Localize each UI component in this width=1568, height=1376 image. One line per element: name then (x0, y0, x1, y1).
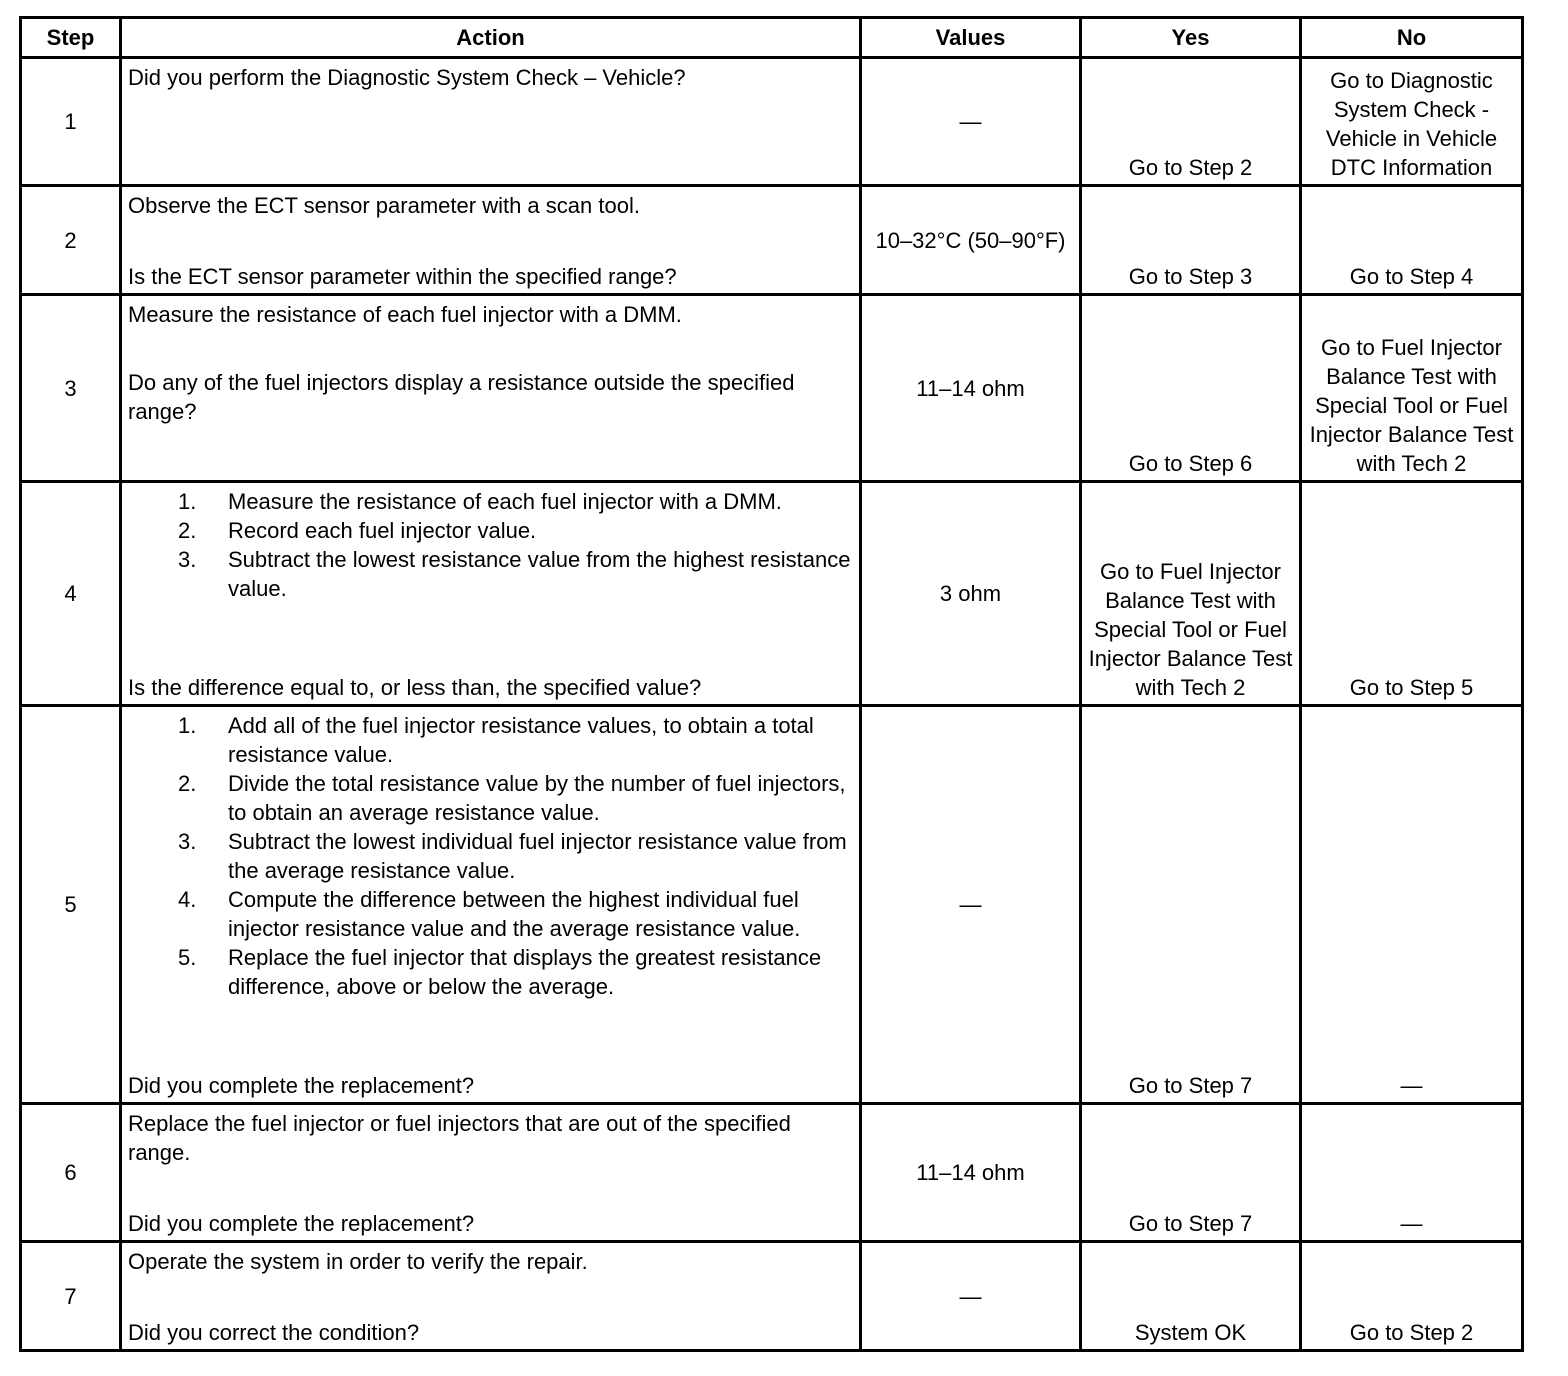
action-question: Is the difference equal to, or less than, the specified value? (128, 675, 702, 700)
header-action: Action (121, 18, 861, 58)
action-intro: Observe the ECT sensor parameter with a scan tool. (128, 193, 640, 218)
list-item: 2. Divide the total resistance value by the number of fuel injectors, to obtain an average resistance value. (178, 771, 846, 825)
table-row (21, 186, 1523, 295)
action-question: Did you complete the replacement? (128, 1211, 475, 1236)
table-row (21, 295, 1523, 482)
list-item: 5. Replace the fuel injector that displays the greatest resistance difference, above or below the average. (178, 945, 822, 999)
no-cell: — (1301, 706, 1523, 1104)
no-cell: Go to Step 2 (1301, 1242, 1523, 1351)
value-cell: 11–14 ohm (861, 295, 1081, 482)
list-item: 3. Subtract the lowest resistance value from the highest resistance value. (178, 547, 851, 601)
action-intro: Replace the fuel injector or fuel injectors that are out of the specified range. (128, 1111, 791, 1165)
action-cell (121, 706, 861, 1104)
action-intro: Did you perform the Diagnostic System Check – Vehicle? (128, 65, 686, 90)
no-cell: Go to Step 5 (1301, 482, 1523, 706)
step-number: 3 (21, 295, 121, 482)
table-row (21, 58, 1523, 186)
header-yes: Yes (1081, 18, 1301, 58)
step-number: 6 (21, 1104, 121, 1242)
value-cell: 11–14 ohm (861, 1104, 1081, 1242)
no-cell: Go to Step 4 (1301, 186, 1523, 295)
action-question: Did you correct the condition? (128, 1320, 420, 1345)
list-item: 3. Subtract the lowest individual fuel injector resistance value from the average resistance value. (178, 829, 847, 883)
step-number: 5 (21, 706, 121, 1104)
action-question: Do any of the fuel injectors display a resistance outside the specified range? (128, 370, 795, 424)
action-intro: Measure the resistance of each fuel injector with a DMM. (128, 302, 682, 327)
table-row (21, 1104, 1523, 1242)
action-cell (121, 58, 861, 186)
list-item: 4. Compute the difference between the highest individual fuel injector resistance value and the average resistance value. (178, 887, 801, 941)
action-cell (121, 482, 861, 706)
yes-cell: Go to Step 7 (1081, 706, 1301, 1104)
action-cell (121, 295, 861, 482)
header-values: Values (861, 18, 1081, 58)
value-cell: 3 ohm (861, 482, 1081, 706)
value-cell: — (861, 58, 1081, 186)
no-cell: Go to Diagnostic System Check - Vehicle in Vehicle DTC Information (1301, 58, 1523, 186)
step-number: 2 (21, 186, 121, 295)
action-question: Did you complete the replacement? (128, 1073, 475, 1098)
action-cell (121, 186, 861, 295)
step-number: 4 (21, 482, 121, 706)
no-cell: Go to Fuel Injector Balance Test with Special Tool or Fuel Injector Balance Test with Tech 2 (1301, 295, 1523, 482)
step-number: 7 (21, 1242, 121, 1351)
no-cell: — (1301, 1104, 1523, 1242)
table-row (21, 706, 1523, 1104)
action-list (128, 711, 853, 1001)
value-cell: — (861, 706, 1081, 1104)
header-no: No (1301, 18, 1523, 58)
table-row (21, 482, 1523, 706)
header-row (21, 18, 1523, 58)
action-cell (121, 1104, 861, 1242)
list-item: 1. Measure the resistance of each fuel injector with a DMM. (178, 489, 782, 514)
header-step: Step (21, 18, 121, 58)
yes-cell: Go to Step 6 (1081, 295, 1301, 482)
yes-cell: System OK (1081, 1242, 1301, 1351)
action-intro: Operate the system in order to verify the repair. (128, 1249, 588, 1274)
diagnostic-table (19, 16, 1524, 1352)
list-item: 1. Add all of the fuel injector resistance values, to obtain a total resistance value. (178, 713, 814, 767)
yes-cell: Go to Fuel Injector Balance Test with Special Tool or Fuel Injector Balance Test with Tech 2 (1081, 482, 1301, 706)
action-list (128, 487, 853, 603)
yes-cell: Go to Step 7 (1081, 1104, 1301, 1242)
action-question: Is the ECT sensor parameter within the specified range? (128, 264, 677, 289)
value-cell: 10–32°C (50–90°F) (861, 186, 1081, 295)
list-item: 2. Record each fuel injector value. (178, 518, 537, 543)
action-cell (121, 1242, 861, 1351)
value-cell: — (861, 1242, 1081, 1351)
table-row (21, 1242, 1523, 1351)
step-number: 1 (21, 58, 121, 186)
yes-cell: Go to Step 2 (1081, 58, 1301, 186)
yes-cell: Go to Step 3 (1081, 186, 1301, 295)
